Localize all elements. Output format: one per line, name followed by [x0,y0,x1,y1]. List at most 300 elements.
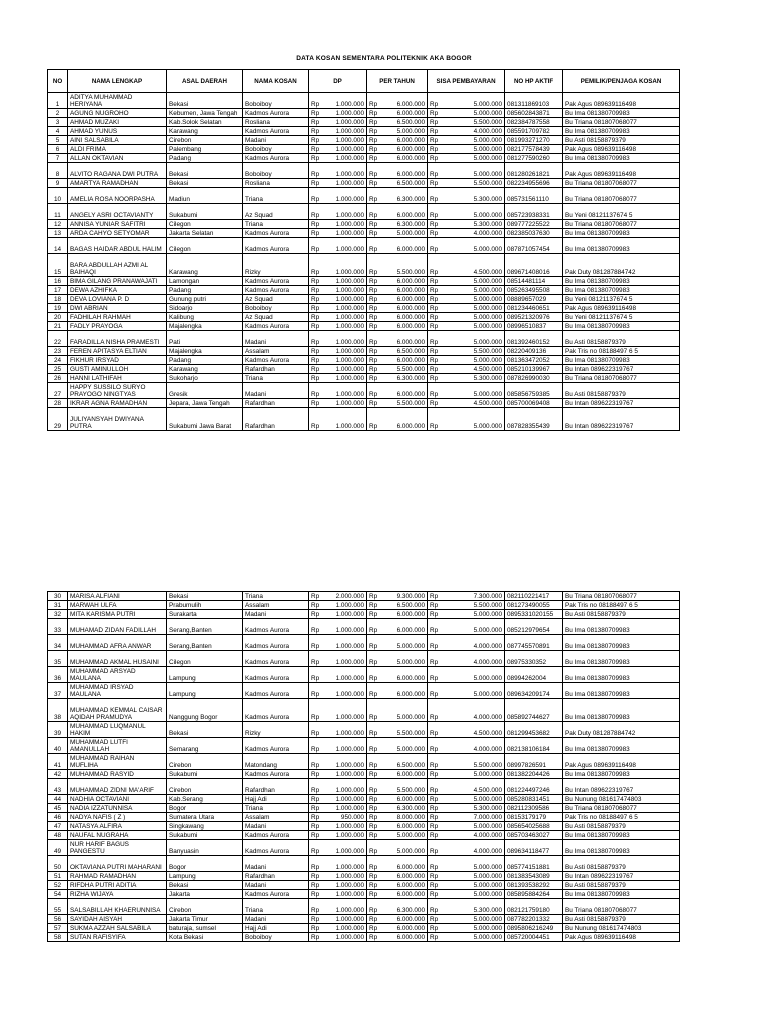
row-hp: 085723938331 [505,204,563,220]
row-tahun: 5.000.000 [381,651,428,667]
row-sisa-currency: Rp [428,804,442,813]
row-pemilik: Pak Agus 089639116498 [563,93,680,109]
row-sisa-currency: Rp [428,635,442,651]
row-asal: Kebumen, Jawa Tengah [167,109,243,118]
row-pemilik: Bu Yeni 08121137674 5 [563,313,680,322]
row-sisa: 5.000.000 [442,924,505,933]
row-no: 21 [48,322,68,331]
row-dp: 1.000.000 [323,136,367,145]
row-no: 47 [48,822,68,831]
row-tahun-currency: Rp [367,109,381,118]
row-asal: Kab.Solok Selatan [167,118,243,127]
row-dp-currency: Rp [309,610,323,619]
table-row [48,188,680,204]
row-no: 58 [48,933,68,942]
row-no: 19 [48,304,68,313]
row-no: 35 [48,651,68,667]
row-hp: 08514481114 [505,277,563,286]
row-kosan: Kadmos Aurora [243,831,309,840]
row-hp: 082177578439 [505,145,563,154]
row-no: 1 [48,93,68,109]
row-dp: 1.000.000 [323,93,367,109]
row-kosan: Kadmos Aurora [243,238,309,254]
row-dp: 1.000.000 [323,313,367,322]
row-pemilik: Bu Asti 08158879379 [563,331,680,347]
row-sisa-currency: Rp [428,408,442,431]
row-tahun-currency: Rp [367,722,381,738]
row-sisa-currency: Rp [428,770,442,779]
row-sisa-currency: Rp [428,254,442,277]
row-asal: Kalibung [167,313,243,322]
row-dp: 1.000.000 [323,822,367,831]
row-pemilik: Bu Ima 081380709983 [563,238,680,254]
row-hp: 081383543089 [505,872,563,881]
row-sisa-currency: Rp [428,619,442,635]
row-hp: 082234955696 [505,179,563,188]
row-asal: Cirebon [167,136,243,145]
row-tahun-currency: Rp [367,813,381,822]
row-sisa: 5.000.000 [442,277,505,286]
row-no: 39 [48,722,68,738]
row-dp: 1.000.000 [323,109,367,118]
row-hp: 089777225522 [505,220,563,229]
row-hp: 08889657029 [505,295,563,304]
row-name: AHMAD MUZAKI [68,118,167,127]
row-tahun: 6.000.000 [381,890,428,899]
row-hp: 082384787558 [505,118,563,127]
row-hp: 089521320976 [505,313,563,322]
row-no: 46 [48,813,68,822]
row-dp: 1.000.000 [323,286,367,295]
row-asal: Nanggung Bogor [167,699,243,722]
row-hp: 081993271270 [505,136,563,145]
row-tahun: 5.500.000 [381,722,428,738]
row-no: 8 [48,163,68,179]
row-asal: Sumatera Utara [167,813,243,822]
table-row [48,699,680,722]
row-asal: Cirebon [167,899,243,915]
row-hp: 081392460152 [505,331,563,347]
row-sisa: 5.000.000 [442,93,505,109]
row-no: 49 [48,840,68,856]
row-tahun: 5.000.000 [381,840,428,856]
row-dp-currency: Rp [309,399,323,408]
row-dp: 1.000.000 [323,915,367,924]
table-row [48,619,680,635]
row-dp-currency: Rp [309,924,323,933]
row-pemilik: Bu Ima 081380709983 [563,619,680,635]
row-name: MUHAMMAD LUTFI AMANULLAH [68,738,167,754]
row-dp-currency: Rp [309,304,323,313]
row-no: 9 [48,179,68,188]
row-asal: Majalengka [167,347,243,356]
row-tahun: 6.000.000 [381,286,428,295]
row-tahun-currency: Rp [367,254,381,277]
row-tahun-currency: Rp [367,881,381,890]
row-tahun: 6.500.000 [381,347,428,356]
row-sisa-currency: Rp [428,313,442,322]
header-row [48,70,680,93]
row-dp: 1.000.000 [323,383,367,399]
row-kosan: Madani [243,822,309,831]
row-tahun: 6.000.000 [381,822,428,831]
row-asal: Kab.Serang [167,795,243,804]
row-pemilik: Bu Triana 081807068077 [563,188,680,204]
row-tahun-currency: Rp [367,204,381,220]
row-pemilik: Bu Ima 081380709983 [563,277,680,286]
row-tahun: 6.000.000 [381,795,428,804]
row-tahun: 6.300.000 [381,374,428,383]
row-sisa-currency: Rp [428,331,442,347]
row-tahun-currency: Rp [367,890,381,899]
row-kosan: Madani [243,856,309,872]
row-tahun: 6.000.000 [381,304,428,313]
table-row [48,683,680,699]
row-sisa: 5.000.000 [442,304,505,313]
row-sisa: 5.000.000 [442,322,505,331]
row-name: NUR HARIF BAGUS PANGESTU [68,840,167,856]
row-sisa-currency: Rp [428,610,442,619]
header-kosan: NAMA KOSAN [243,70,309,93]
row-sisa: 4.000.000 [442,635,505,651]
row-sisa: 5.500.000 [442,118,505,127]
table-row [48,813,680,822]
row-tahun: 6.500.000 [381,754,428,770]
row-dp: 1.000.000 [323,365,367,374]
row-hp: 089671408016 [505,254,563,277]
row-name: MITA KARISMA PUTRI [68,610,167,619]
row-hp: 082385037630 [505,229,563,238]
row-dp: 1.000.000 [323,295,367,304]
row-sisa-currency: Rp [428,795,442,804]
row-dp-currency: Rp [309,93,323,109]
row-dp-currency: Rp [309,356,323,365]
row-name: HAPPY SUSSILO SURYO PRAYOGO NINGTYAS [68,383,167,399]
row-sisa: 5.000.000 [442,856,505,872]
row-dp: 1.000.000 [323,899,367,915]
row-no: 41 [48,754,68,770]
row-no: 24 [48,356,68,365]
table-row [48,754,680,770]
row-sisa: 5.000.000 [442,933,505,942]
row-sisa: 5.300.000 [442,374,505,383]
row-asal: Gresik [167,383,243,399]
row-pemilik: Bu Intan 089622319767 [563,408,680,431]
row-kosan: Matondang [243,754,309,770]
row-asal: Jakarta Selatan [167,229,243,238]
row-hp: 08996510837 [505,322,563,331]
row-no: 15 [48,254,68,277]
row-dp-currency: Rp [309,635,323,651]
row-hp: 085703463027 [505,831,563,840]
row-tahun-currency: Rp [367,619,381,635]
row-dp-currency: Rp [309,831,323,840]
row-dp-currency: Rp [309,238,323,254]
row-name: MUHAMMAD KEMMAL CAISAR AQIDAH PRAMUDYA [68,699,167,722]
row-kosan: Kadmos Aurora [243,154,309,163]
row-kosan: Kadmos Aurora [243,635,309,651]
row-dp: 1.000.000 [323,872,367,881]
row-kosan: Kadmos Aurora [243,356,309,365]
row-dp-currency: Rp [309,322,323,331]
row-sisa: 5.000.000 [442,822,505,831]
row-pemilik: Bu Triana 081807068077 [563,374,680,383]
row-sisa: 5.000.000 [442,683,505,699]
row-name: MUHAMMAD ZIDNI MA'ARIF [68,779,167,795]
row-kosan: Kadmos Aurora [243,738,309,754]
row-sisa-currency: Rp [428,220,442,229]
row-dp: 1.000.000 [323,179,367,188]
row-no: 45 [48,804,68,813]
row-dp: 1.000.000 [323,722,367,738]
row-sisa: 5.300.000 [442,899,505,915]
row-name: NATASYA ALFIRA [68,822,167,831]
row-kosan: Kadmos Aurora [243,770,309,779]
row-sisa: 4.000.000 [442,651,505,667]
row-dp-currency: Rp [309,795,323,804]
row-dp: 1.000.000 [323,856,367,872]
row-name: ARDA CAHYO SETYOMAR [68,229,167,238]
row-pemilik: Pak Agus 089639116498 [563,163,680,179]
table-row [48,856,680,872]
row-sisa: 5.000.000 [442,145,505,154]
row-kosan: Boboiboy [243,163,309,179]
table-row [48,93,680,109]
row-name: ANNISA YUNIAR SAFITRI [68,220,167,229]
row-kosan: Kadmos Aurora [243,651,309,667]
row-sisa-currency: Rp [428,856,442,872]
row-hp: 089634209174 [505,683,563,699]
row-sisa-currency: Rp [428,154,442,163]
table-row [48,601,680,610]
row-tahun: 6.000.000 [381,924,428,933]
row-sisa: 5.000.000 [442,331,505,347]
row-no: 33 [48,619,68,635]
row-sisa: 7.300.000 [442,592,505,601]
row-pemilik: Pak Agus 089639116498 [563,754,680,770]
row-pemilik: Pak Tris no 08188497 6 5 [563,601,680,610]
row-asal: Bogor [167,804,243,813]
row-tahun: 6.000.000 [381,683,428,699]
row-name: MARWAH ULFA [68,601,167,610]
row-name: JULIYANSYAH DWIYANA PUTRA [68,408,167,431]
row-tahun-currency: Rp [367,699,381,722]
row-sisa: 5.500.000 [442,601,505,610]
row-sisa-currency: Rp [428,136,442,145]
row-no: 17 [48,286,68,295]
row-sisa: 4.500.000 [442,365,505,374]
row-kosan: Triana [243,804,309,813]
row-kosan: Az Squad [243,204,309,220]
row-no: 13 [48,229,68,238]
row-kosan: Rafardhan [243,872,309,881]
row-dp: 1.000.000 [323,924,367,933]
row-tahun: 6.000.000 [381,610,428,619]
row-asal: Lampung [167,872,243,881]
row-tahun-currency: Rp [367,331,381,347]
row-tahun: 6.500.000 [381,601,428,610]
row-tahun-currency: Rp [367,304,381,313]
row-dp-currency: Rp [309,127,323,136]
table-row [48,881,680,890]
row-kosan: Rizky [243,722,309,738]
row-sisa-currency: Rp [428,933,442,942]
row-dp-currency: Rp [309,286,323,295]
row-tahun-currency: Rp [367,399,381,408]
table-row [48,651,680,667]
row-kosan: Kadmos Aurora [243,667,309,683]
table-row [48,347,680,356]
row-pemilik: Bu Asti 08158879379 [563,915,680,924]
row-tahun-currency: Rp [367,899,381,915]
row-kosan: Kadmos Aurora [243,286,309,295]
row-asal: Sukoharjo [167,374,243,383]
row-tahun-currency: Rp [367,795,381,804]
table-row [48,795,680,804]
row-hp: 081393538292 [505,881,563,890]
row-name: GUSTI AMINULLOH [68,365,167,374]
row-tahun: 6.000.000 [381,238,428,254]
row-sisa-currency: Rp [428,699,442,722]
row-pemilik: Bu Ima 081380709983 [563,127,680,136]
row-asal: Serang,Banten [167,635,243,651]
row-dp: 1.000.000 [323,831,367,840]
row-name: MUHAMMAD ARSYAD MAULANA [68,667,167,683]
row-tahun: 6.000.000 [381,881,428,890]
row-sisa: 4.000.000 [442,229,505,238]
row-hp: 087782201332 [505,915,563,924]
row-dp-currency: Rp [309,822,323,831]
row-sisa: 5.000.000 [442,610,505,619]
row-asal: Padang [167,356,243,365]
row-name: ALLAN OKTAVIAN [68,154,167,163]
kosan-table-top [47,69,680,431]
row-kosan: Madani [243,610,309,619]
row-asal: Jakarta Timur [167,915,243,924]
row-dp: 2.000.000 [323,592,367,601]
row-dp-currency: Rp [309,915,323,924]
row-pemilik: Bu Ima 081380709983 [563,109,680,118]
row-asal: Majalengka [167,322,243,331]
row-pemilik: Bu Nunung 081617474803 [563,924,680,933]
header-dp: DP [309,70,367,93]
row-pemilik: Pak Agus 089639116498 [563,145,680,154]
row-tahun-currency: Rp [367,683,381,699]
row-no: 38 [48,699,68,722]
row-kosan: Triana [243,899,309,915]
row-asal: Karawang [167,127,243,136]
row-hp: 081224497246 [505,779,563,795]
row-dp: 1.000.000 [323,356,367,365]
row-kosan: Rosliana [243,118,309,127]
row-sisa-currency: Rp [428,145,442,154]
row-dp-currency: Rp [309,933,323,942]
row-kosan: Triana [243,374,309,383]
row-sisa: 5.000.000 [442,770,505,779]
row-dp: 1.000.000 [323,667,367,683]
row-dp: 1.000.000 [323,651,367,667]
row-dp-currency: Rp [309,738,323,754]
row-dp: 1.000.000 [323,331,367,347]
row-no: 23 [48,347,68,356]
row-pemilik: Bu Ima 081380709983 [563,154,680,163]
row-name: DWI ABRIAN [68,304,167,313]
row-tahun: 6.000.000 [381,322,428,331]
row-hp: 081273490055 [505,601,563,610]
row-tahun: 6.300.000 [381,804,428,813]
row-dp: 1.000.000 [323,890,367,899]
row-dp: 1.000.000 [323,163,367,179]
row-asal: Sukabumi [167,770,243,779]
row-no: 20 [48,313,68,322]
row-asal: Padang [167,154,243,163]
row-asal: Padang [167,286,243,295]
row-sisa-currency: Rp [428,277,442,286]
row-kosan: Rafardhan [243,399,309,408]
row-no: 16 [48,277,68,286]
row-name: AMELIA ROSA NOORPASHA [68,188,167,204]
row-tahun: 6.000.000 [381,915,428,924]
row-pemilik: Bu Triana 081807068077 [563,118,680,127]
row-kosan: Kadmos Aurora [243,229,309,238]
row-sisa: 4.500.000 [442,254,505,277]
row-tahun: 6.500.000 [381,118,428,127]
row-dp-currency: Rp [309,179,323,188]
row-pemilik: Bu Ima 081380709983 [563,770,680,779]
row-dp-currency: Rp [309,899,323,915]
row-dp-currency: Rp [309,109,323,118]
row-dp-currency: Rp [309,651,323,667]
row-hp: 087828355439 [505,408,563,431]
row-hp: 08220409136 [505,347,563,356]
row-asal: Jakarta [167,890,243,899]
table-row [48,890,680,899]
row-asal: Gunung putri [167,295,243,304]
row-dp-currency: Rp [309,813,323,822]
row-hp: 085263495508 [505,286,563,295]
row-dp-currency: Rp [309,722,323,738]
row-pemilik: Bu Ima 081380709983 [563,667,680,683]
row-sisa-currency: Rp [428,738,442,754]
row-sisa: 5.500.000 [442,179,505,188]
row-kosan: Hajj Adi [243,924,309,933]
row-name: MUHAMMAD RAIHAN MUFLIHA [68,754,167,770]
row-tahun: 6.000.000 [381,204,428,220]
row-hp: 081311869103 [505,93,563,109]
row-asal: Karawang [167,365,243,374]
row-hp: 085210139967 [505,365,563,374]
row-hp: 087871057454 [505,238,563,254]
row-no: 44 [48,795,68,804]
row-sisa-currency: Rp [428,109,442,118]
row-asal: Palembang [167,145,243,154]
row-hp: 081299453682 [505,722,563,738]
row-dp: 1.000.000 [323,188,367,204]
row-name: BARA ABDULLAH AZMI AL BAIHAQI [68,254,167,277]
row-hp: 08153179179 [505,813,563,822]
row-sisa-currency: Rp [428,374,442,383]
row-kosan: Assalam [243,347,309,356]
row-dp-currency: Rp [309,277,323,286]
row-hp: 087745570891 [505,635,563,651]
row-hp: 085720004451 [505,933,563,942]
row-pemilik: Bu Ima 081380709983 [563,683,680,699]
row-tahun-currency: Rp [367,365,381,374]
table-row [48,770,680,779]
row-no: 52 [48,881,68,890]
row-asal: Pati [167,331,243,347]
table-row [48,109,680,118]
